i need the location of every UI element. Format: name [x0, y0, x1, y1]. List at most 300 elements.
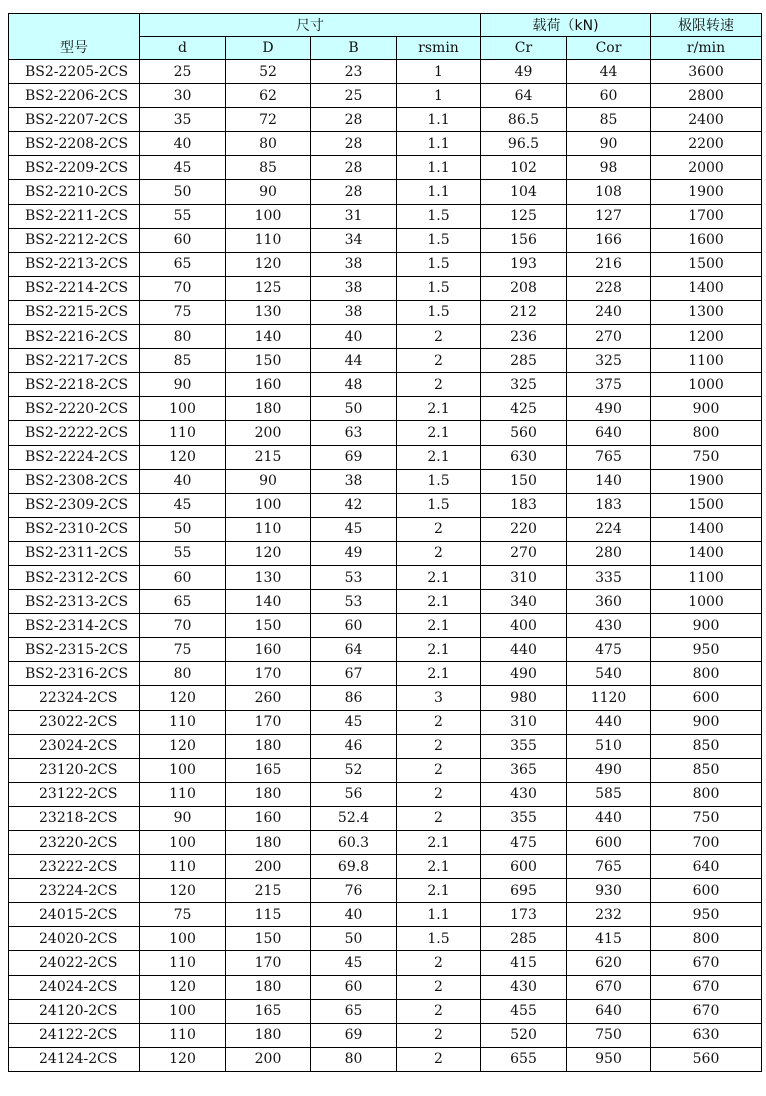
d-cell: 100	[140, 927, 226, 951]
outer-d-cell: 180	[226, 831, 311, 855]
rsmin-cell: 2.1	[397, 445, 481, 469]
outer-d-cell: 260	[226, 686, 311, 710]
d-cell: 25	[140, 60, 226, 84]
cr-cell: 310	[481, 565, 567, 589]
cr-cell: 102	[481, 156, 567, 180]
header-row-top	[9, 14, 762, 37]
speed-cell: 750	[651, 806, 762, 830]
b-cell: 67	[311, 662, 397, 686]
rsmin-cell: 1.1	[397, 903, 481, 927]
rsmin-cell: 2	[397, 975, 481, 999]
rsmin-cell: 2	[397, 373, 481, 397]
cor-cell: 325	[567, 349, 651, 373]
table-row	[9, 469, 762, 493]
table-row	[9, 951, 762, 975]
speed-cell: 1500	[651, 252, 762, 276]
outer-d-cell: 130	[226, 565, 311, 589]
speed-cell: 950	[651, 903, 762, 927]
speed-cell: 950	[651, 638, 762, 662]
table-row	[9, 734, 762, 758]
table-row	[9, 975, 762, 999]
table-row	[9, 325, 762, 349]
model-cell: BS2-2310-2CS	[9, 517, 140, 541]
rsmin-cell: 1.5	[397, 228, 481, 252]
d-cell: 100	[140, 831, 226, 855]
speed-cell: 1600	[651, 228, 762, 252]
rsmin-cell: 2	[397, 325, 481, 349]
rsmin-cell: 2	[397, 734, 481, 758]
cor-cell: 335	[567, 565, 651, 589]
cor-cell: 440	[567, 806, 651, 830]
b-cell: 60.3	[311, 831, 397, 855]
outer-d-cell: 125	[226, 276, 311, 300]
rsmin-cell: 2	[397, 541, 481, 565]
model-cell: 23218-2CS	[9, 806, 140, 830]
table-row	[9, 373, 762, 397]
d-cell: 90	[140, 373, 226, 397]
cor-cell: 232	[567, 903, 651, 927]
cr-cell: 630	[481, 445, 567, 469]
cr-cell: 156	[481, 228, 567, 252]
table-row	[9, 903, 762, 927]
rsmin-cell: 2	[397, 999, 481, 1023]
model-cell: 23222-2CS	[9, 855, 140, 879]
b-cell: 28	[311, 132, 397, 156]
model-cell: BS2-2211-2CS	[9, 204, 140, 228]
model-cell: BS2-2205-2CS	[9, 60, 140, 84]
cor-cell: 430	[567, 614, 651, 638]
cr-cell: 600	[481, 855, 567, 879]
cr-cell: 365	[481, 758, 567, 782]
cor-cell: 415	[567, 927, 651, 951]
outer-d-cell: 160	[226, 806, 311, 830]
cor-cell: 375	[567, 373, 651, 397]
table-row	[9, 493, 762, 517]
cor-cell: 44	[567, 60, 651, 84]
cr-cell: 220	[481, 517, 567, 541]
rsmin-cell: 2.1	[397, 614, 481, 638]
table-row	[9, 710, 762, 734]
speed-cell: 1900	[651, 469, 762, 493]
speed-cell: 2800	[651, 84, 762, 108]
cr-cell: 125	[481, 204, 567, 228]
speed-cell: 800	[651, 662, 762, 686]
cr-cell: 520	[481, 1023, 567, 1047]
rsmin-cell: 1.5	[397, 204, 481, 228]
model-cell: BS2-2213-2CS	[9, 252, 140, 276]
model-cell: BS2-2315-2CS	[9, 638, 140, 662]
outer-d-cell: 120	[226, 541, 311, 565]
outer-d-cell: 100	[226, 493, 311, 517]
d-cell: 110	[140, 1023, 226, 1047]
rsmin-cell: 2.1	[397, 421, 481, 445]
table-row	[9, 806, 762, 830]
model-cell: 24015-2CS	[9, 903, 140, 927]
outer-d-cell: 140	[226, 325, 311, 349]
b-cell: 44	[311, 349, 397, 373]
d-cell: 110	[140, 421, 226, 445]
cr-cell: 355	[481, 806, 567, 830]
cor-cell: 216	[567, 252, 651, 276]
table-row	[9, 517, 762, 541]
rsmin-cell: 1.5	[397, 493, 481, 517]
model-cell: BS2-2206-2CS	[9, 84, 140, 108]
speed-cell: 1700	[651, 204, 762, 228]
outer-d-cell: 180	[226, 975, 311, 999]
outer-d-cell: 160	[226, 638, 311, 662]
cr-cell: 340	[481, 590, 567, 614]
rsmin-cell: 1.5	[397, 927, 481, 951]
cr-cell: 490	[481, 662, 567, 686]
speed-cell: 2400	[651, 108, 762, 132]
outer-d-cell: 90	[226, 180, 311, 204]
table-row	[9, 614, 762, 638]
b-cell: 52.4	[311, 806, 397, 830]
b-cell: 53	[311, 590, 397, 614]
limit-speed-header: 极限转速	[651, 14, 762, 37]
cr-cell: 400	[481, 614, 567, 638]
cr-cell: 430	[481, 975, 567, 999]
model-cell: BS2-2313-2CS	[9, 590, 140, 614]
outer-d-cell: 180	[226, 1023, 311, 1047]
d-cell: 45	[140, 493, 226, 517]
outer-d-cell: 62	[226, 84, 311, 108]
b-cell: 60	[311, 975, 397, 999]
b-cell: 65	[311, 999, 397, 1023]
b-cell: 76	[311, 879, 397, 903]
speed-cell: 600	[651, 686, 762, 710]
model-cell: BS2-2309-2CS	[9, 493, 140, 517]
d-cell: 50	[140, 180, 226, 204]
dimensions-header: 尺寸	[140, 14, 481, 37]
cr-cell: 150	[481, 469, 567, 493]
speed-cell: 1300	[651, 300, 762, 324]
outer-d-cell: 170	[226, 662, 311, 686]
col-header-rpm: r/min	[651, 37, 762, 60]
model-cell: 23024-2CS	[9, 734, 140, 758]
cor-cell: 108	[567, 180, 651, 204]
d-cell: 30	[140, 84, 226, 108]
outer-d-cell: 200	[226, 1047, 311, 1071]
rsmin-cell: 2.1	[397, 638, 481, 662]
rsmin-cell: 2	[397, 806, 481, 830]
speed-cell: 1400	[651, 541, 762, 565]
d-cell: 75	[140, 300, 226, 324]
table-row	[9, 565, 762, 589]
table-row	[9, 855, 762, 879]
rsmin-cell: 2.1	[397, 662, 481, 686]
model-cell: 23120-2CS	[9, 758, 140, 782]
model-cell: BS2-2308-2CS	[9, 469, 140, 493]
d-cell: 40	[140, 132, 226, 156]
b-cell: 48	[311, 373, 397, 397]
cr-cell: 415	[481, 951, 567, 975]
speed-cell: 1000	[651, 373, 762, 397]
b-cell: 80	[311, 1047, 397, 1071]
cr-cell: 285	[481, 927, 567, 951]
outer-d-cell: 180	[226, 734, 311, 758]
model-cell: 23122-2CS	[9, 782, 140, 806]
b-cell: 40	[311, 325, 397, 349]
d-cell: 120	[140, 445, 226, 469]
cr-cell: 104	[481, 180, 567, 204]
d-cell: 80	[140, 662, 226, 686]
cor-cell: 440	[567, 710, 651, 734]
table-row	[9, 541, 762, 565]
d-cell: 70	[140, 614, 226, 638]
rsmin-cell: 1.1	[397, 180, 481, 204]
b-cell: 34	[311, 228, 397, 252]
rsmin-cell: 2	[397, 1023, 481, 1047]
d-cell: 110	[140, 951, 226, 975]
table-row	[9, 180, 762, 204]
model-cell: 24024-2CS	[9, 975, 140, 999]
cr-cell: 212	[481, 300, 567, 324]
outer-d-cell: 165	[226, 999, 311, 1023]
b-cell: 69.8	[311, 855, 397, 879]
outer-d-cell: 100	[226, 204, 311, 228]
outer-d-cell: 110	[226, 517, 311, 541]
b-cell: 86	[311, 686, 397, 710]
table-row	[9, 252, 762, 276]
rsmin-cell: 1.1	[397, 156, 481, 180]
b-cell: 52	[311, 758, 397, 782]
b-cell: 31	[311, 204, 397, 228]
cor-cell: 510	[567, 734, 651, 758]
b-cell: 45	[311, 710, 397, 734]
cr-cell: 695	[481, 879, 567, 903]
col-header-cr: Cr	[481, 37, 567, 60]
bearing-spec-table	[8, 13, 762, 1072]
d-cell: 80	[140, 325, 226, 349]
speed-cell: 900	[651, 614, 762, 638]
model-cell: BS2-2311-2CS	[9, 541, 140, 565]
b-cell: 23	[311, 60, 397, 84]
b-cell: 25	[311, 84, 397, 108]
outer-d-cell: 150	[226, 614, 311, 638]
outer-d-cell: 110	[226, 228, 311, 252]
b-cell: 69	[311, 1023, 397, 1047]
outer-d-cell: 180	[226, 397, 311, 421]
cr-cell: 173	[481, 903, 567, 927]
speed-cell: 1400	[651, 517, 762, 541]
cor-cell: 60	[567, 84, 651, 108]
speed-cell: 560	[651, 1047, 762, 1071]
rsmin-cell: 2	[397, 782, 481, 806]
d-cell: 55	[140, 541, 226, 565]
cor-cell: 490	[567, 397, 651, 421]
outer-d-cell: 165	[226, 758, 311, 782]
col-header-rsmin: rsmin	[397, 37, 481, 60]
cor-cell: 140	[567, 469, 651, 493]
rsmin-cell: 2.1	[397, 855, 481, 879]
speed-cell: 1200	[651, 325, 762, 349]
table-header	[9, 14, 762, 60]
rsmin-cell: 1.1	[397, 108, 481, 132]
cor-cell: 620	[567, 951, 651, 975]
table-row	[9, 445, 762, 469]
outer-d-cell: 80	[226, 132, 311, 156]
rsmin-cell: 2.1	[397, 590, 481, 614]
d-cell: 110	[140, 855, 226, 879]
table-row	[9, 879, 762, 903]
b-cell: 28	[311, 180, 397, 204]
model-cell: BS2-2224-2CS	[9, 445, 140, 469]
table-row	[9, 204, 762, 228]
b-cell: 56	[311, 782, 397, 806]
outer-d-cell: 150	[226, 927, 311, 951]
d-cell: 75	[140, 903, 226, 927]
rsmin-cell: 2	[397, 349, 481, 373]
speed-cell: 800	[651, 927, 762, 951]
cor-cell: 540	[567, 662, 651, 686]
cr-cell: 96.5	[481, 132, 567, 156]
col-header-b: B	[311, 37, 397, 60]
model-cell: BS2-2215-2CS	[9, 300, 140, 324]
b-cell: 45	[311, 951, 397, 975]
model-cell: 24122-2CS	[9, 1023, 140, 1047]
speed-cell: 630	[651, 1023, 762, 1047]
model-cell: 23224-2CS	[9, 879, 140, 903]
table-row	[9, 831, 762, 855]
table-row	[9, 927, 762, 951]
d-cell: 90	[140, 806, 226, 830]
cor-cell: 240	[567, 300, 651, 324]
load-header: 载荷（kN)	[481, 14, 651, 37]
speed-cell: 900	[651, 397, 762, 421]
rsmin-cell: 1	[397, 84, 481, 108]
model-cell: BS2-2217-2CS	[9, 349, 140, 373]
d-cell: 120	[140, 1047, 226, 1071]
cor-cell: 183	[567, 493, 651, 517]
cr-cell: 64	[481, 84, 567, 108]
rsmin-cell: 1.5	[397, 252, 481, 276]
cr-cell: 236	[481, 325, 567, 349]
outer-d-cell: 52	[226, 60, 311, 84]
d-cell: 120	[140, 975, 226, 999]
model-cell: BS2-2208-2CS	[9, 132, 140, 156]
b-cell: 38	[311, 252, 397, 276]
b-cell: 46	[311, 734, 397, 758]
cr-cell: 270	[481, 541, 567, 565]
speed-cell: 640	[651, 855, 762, 879]
outer-d-cell: 170	[226, 951, 311, 975]
speed-cell: 1000	[651, 590, 762, 614]
cor-cell: 600	[567, 831, 651, 855]
model-header: 型号	[9, 14, 140, 60]
speed-cell: 3600	[651, 60, 762, 84]
model-cell: BS2-2212-2CS	[9, 228, 140, 252]
cor-cell: 1120	[567, 686, 651, 710]
speed-cell: 700	[651, 831, 762, 855]
cr-cell: 86.5	[481, 108, 567, 132]
outer-d-cell: 85	[226, 156, 311, 180]
col-header-outer-d: D	[226, 37, 311, 60]
b-cell: 69	[311, 445, 397, 469]
cor-cell: 950	[567, 1047, 651, 1071]
d-cell: 70	[140, 276, 226, 300]
d-cell: 120	[140, 734, 226, 758]
model-cell: 24020-2CS	[9, 927, 140, 951]
d-cell: 120	[140, 686, 226, 710]
d-cell: 65	[140, 252, 226, 276]
outer-d-cell: 170	[226, 710, 311, 734]
rsmin-cell: 3	[397, 686, 481, 710]
b-cell: 38	[311, 276, 397, 300]
speed-cell: 600	[651, 879, 762, 903]
b-cell: 28	[311, 156, 397, 180]
table-row	[9, 228, 762, 252]
table-row	[9, 421, 762, 445]
cr-cell: 440	[481, 638, 567, 662]
model-cell: BS2-2222-2CS	[9, 421, 140, 445]
cor-cell: 640	[567, 999, 651, 1023]
cr-cell: 980	[481, 686, 567, 710]
model-cell: BS2-2209-2CS	[9, 156, 140, 180]
col-header-d: d	[140, 37, 226, 60]
rsmin-cell: 2	[397, 951, 481, 975]
speed-cell: 1400	[651, 276, 762, 300]
speed-cell: 850	[651, 758, 762, 782]
table-row	[9, 1047, 762, 1071]
cr-cell: 285	[481, 349, 567, 373]
table-row	[9, 60, 762, 84]
cor-cell: 490	[567, 758, 651, 782]
outer-d-cell: 140	[226, 590, 311, 614]
cor-cell: 585	[567, 782, 651, 806]
model-cell: 24120-2CS	[9, 999, 140, 1023]
cr-cell: 475	[481, 831, 567, 855]
rsmin-cell: 2	[397, 758, 481, 782]
speed-cell: 1900	[651, 180, 762, 204]
outer-d-cell: 200	[226, 421, 311, 445]
b-cell: 50	[311, 397, 397, 421]
rsmin-cell: 2	[397, 1047, 481, 1071]
rsmin-cell: 2	[397, 517, 481, 541]
rsmin-cell: 2	[397, 710, 481, 734]
model-cell: 23220-2CS	[9, 831, 140, 855]
cor-cell: 475	[567, 638, 651, 662]
model-cell: BS2-2312-2CS	[9, 565, 140, 589]
d-cell: 100	[140, 397, 226, 421]
cor-cell: 280	[567, 541, 651, 565]
b-cell: 63	[311, 421, 397, 445]
speed-cell: 800	[651, 421, 762, 445]
outer-d-cell: 120	[226, 252, 311, 276]
outer-d-cell: 215	[226, 879, 311, 903]
table-row	[9, 1023, 762, 1047]
speed-cell: 1100	[651, 565, 762, 589]
outer-d-cell: 200	[226, 855, 311, 879]
model-cell: BS2-2316-2CS	[9, 662, 140, 686]
b-cell: 28	[311, 108, 397, 132]
cr-cell: 208	[481, 276, 567, 300]
b-cell: 64	[311, 638, 397, 662]
d-cell: 85	[140, 349, 226, 373]
b-cell: 42	[311, 493, 397, 517]
outer-d-cell: 215	[226, 445, 311, 469]
cr-cell: 49	[481, 60, 567, 84]
speed-cell: 670	[651, 951, 762, 975]
d-cell: 110	[140, 710, 226, 734]
b-cell: 38	[311, 300, 397, 324]
cr-cell: 655	[481, 1047, 567, 1071]
d-cell: 60	[140, 565, 226, 589]
model-cell: BS2-2218-2CS	[9, 373, 140, 397]
d-cell: 120	[140, 879, 226, 903]
table-row	[9, 662, 762, 686]
outer-d-cell: 72	[226, 108, 311, 132]
